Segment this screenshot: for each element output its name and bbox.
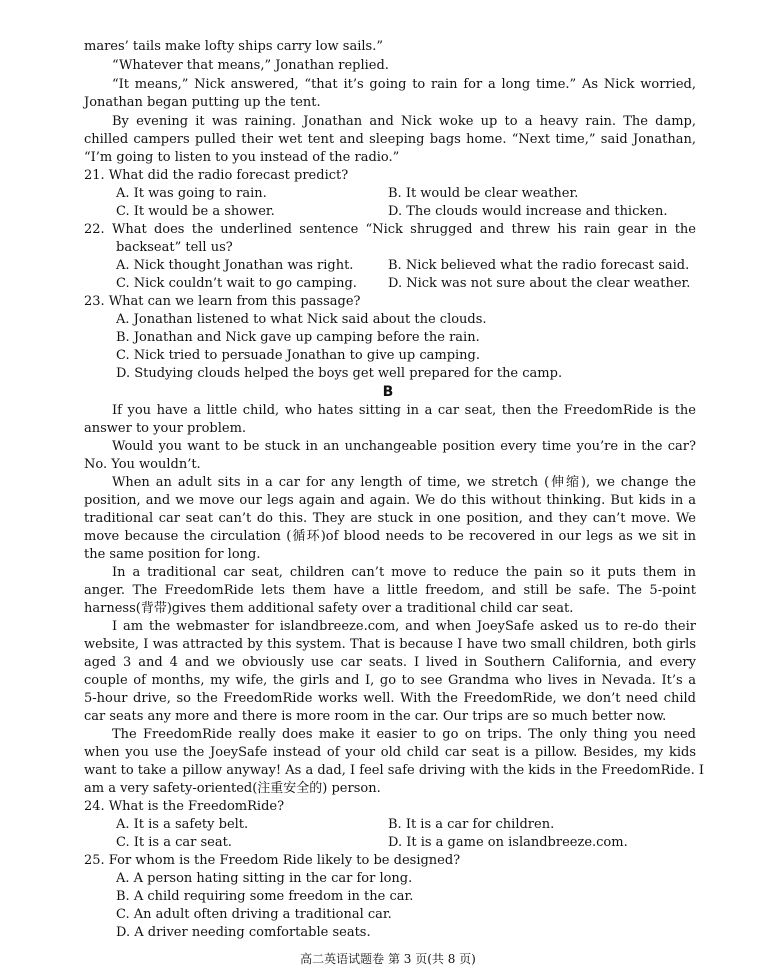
passage-b-line: aged 3 and 4 and we obviously use car seats. I lived in Southern California, and every xyxy=(84,655,696,670)
passage-b-line: I am the webmaster for islandbreeze.com, and when JoeySafe asked us to re-do their xyxy=(112,619,696,634)
passage-b-line: website, I was attracted by this system. That is because I have two small children, both girls xyxy=(84,637,696,652)
passage-b-line: anger. The FreedomRide lets them have a little freedom, and still be safe. The 5-point xyxy=(84,583,696,598)
passage-b-line: The FreedomRide really does make it easier to go on trips. The only thing you need xyxy=(112,727,696,742)
question-22-stem-cont: backseat” tell us? xyxy=(116,240,233,255)
page-footer: 高二英语试题卷 第 3 页(共 8 页) xyxy=(300,952,476,966)
passage-b-line: position, and we move our legs again and again. We do this without thinking. But kids in a xyxy=(84,493,696,508)
passage-b-line: answer to your problem. xyxy=(84,421,247,436)
q22-option-a: A. Nick thought Jonathan was right. xyxy=(116,258,354,273)
passage-b-line: No. You wouldn’t. xyxy=(84,457,201,472)
passage-a-line: chilled campers pulled their wet tent and sleeping bags home. “Next time,” said Jonathan, xyxy=(84,132,696,147)
passage-a-line: “Whatever that means,” Jonathan replied. xyxy=(112,58,389,73)
passage-a-line: “I’m going to listen to you instead of the radio.” xyxy=(84,150,400,165)
q22-option-c: C. Nick couldn’t wait to go camping. xyxy=(116,276,357,291)
q24-option-a: A. It is a safety belt. xyxy=(116,817,249,832)
passage-b-line: move because the circulation (循环)of blood needs to be recovered in our legs as we sit in xyxy=(84,529,696,544)
q25-option-d: D. A driver needing comfortable seats. xyxy=(116,925,371,940)
question-21-stem: 21. What did the radio forecast predict? xyxy=(84,168,349,183)
question-23-stem: 23. What can we learn from this passage? xyxy=(84,294,361,309)
passage-b-line: the same position for long. xyxy=(84,547,261,562)
passage-b-line: traditional car seat can’t do this. They are stuck in one position, and they can’t move. We xyxy=(84,511,696,526)
q23-option-c: C. Nick tried to persuade Jonathan to give up camping. xyxy=(116,348,481,363)
q21-option-a: A. It was going to rain. xyxy=(116,186,267,201)
section-b-title: B xyxy=(382,384,394,400)
passage-b-line: harness(背带)gives them additional safety over a traditional child car seat. xyxy=(84,601,574,616)
passage-b-line: In a traditional car seat, children can’t move to reduce the pain so it puts them in xyxy=(112,565,696,580)
q25-option-c: C. An adult often driving a traditional car. xyxy=(116,907,392,922)
passage-b-line: when you use the JoeySafe instead of your old child car seat is a pillow. Besides, my kids xyxy=(84,745,696,760)
q25-option-a: A. A person hating sitting in the car for long. xyxy=(116,871,413,886)
question-25-stem: 25. For whom is the Freedom Ride likely to be designed? xyxy=(84,853,461,868)
passage-b-line: When an adult sits in a car for any length of time, we stretch (伸缩), we change the xyxy=(112,475,696,490)
q23-option-a: A. Jonathan listened to what Nick said about the clouds. xyxy=(116,312,487,327)
passage-b-line: couple of months, my wife, the girls and I, go to see Grandma who lives in Nevada. It’s a xyxy=(84,673,696,688)
passage-a-line: Jonathan began putting up the tent. xyxy=(84,95,321,110)
q22-option-d: D. Nick was not sure about the clear weather. xyxy=(388,276,691,291)
passage-b-line: want to take a pillow anyway! As a dad, I feel safe driving with the kids in the FreedomRide. I xyxy=(84,763,704,778)
q25-option-b: B. A child requiring some freedom in the car. xyxy=(116,889,414,904)
passage-b-line: Would you want to be stuck in an unchangeable position every time you’re in the car? xyxy=(112,439,696,454)
passage-b-line: car seats any more and there is more room in the car. Our trips are so much better now. xyxy=(84,709,667,724)
q21-option-d: D. The clouds would increase and thicken. xyxy=(388,204,668,219)
question-24-stem: 24. What is the FreedomRide? xyxy=(84,799,285,814)
passage-a-line: By evening it was raining. Jonathan and Nick woke up to a heavy rain. The damp, xyxy=(112,114,696,129)
q23-option-b: B. Jonathan and Nick gave up camping before the rain. xyxy=(116,330,480,345)
passage-b-line: 5-hour drive, so the FreedomRide works well. With the FreedomRide, we don’t need child xyxy=(84,691,696,706)
q22-option-b: B. Nick believed what the radio forecast said. xyxy=(388,258,690,273)
q24-option-b: B. It is a car for children. xyxy=(388,817,555,832)
passage-b-line: If you have a little child, who hates sitting in a car seat, then the FreedomRide is the xyxy=(112,403,696,418)
q24-option-c: C. It is a car seat. xyxy=(116,835,232,850)
question-22-stem: 22. What does the underlined sentence “Nick shrugged and threw his rain gear in the xyxy=(84,222,696,237)
q21-option-b: B. It would be clear weather. xyxy=(388,186,579,201)
q23-option-d: D. Studying clouds helped the boys get well prepared for the camp. xyxy=(116,366,563,381)
q21-option-c: C. It would be a shower. xyxy=(116,204,275,219)
passage-a-line: mares’ tails make lofty ships carry low sails.” xyxy=(84,39,383,54)
q24-option-d: D. It is a game on islandbreeze.com. xyxy=(388,835,628,850)
passage-a-line: “It means,” Nick answered, “that it’s going to rain for a long time.” As Nick worried, xyxy=(112,77,696,92)
passage-b-line: am a very safety-oriented(注重安全的) person. xyxy=(84,781,381,796)
